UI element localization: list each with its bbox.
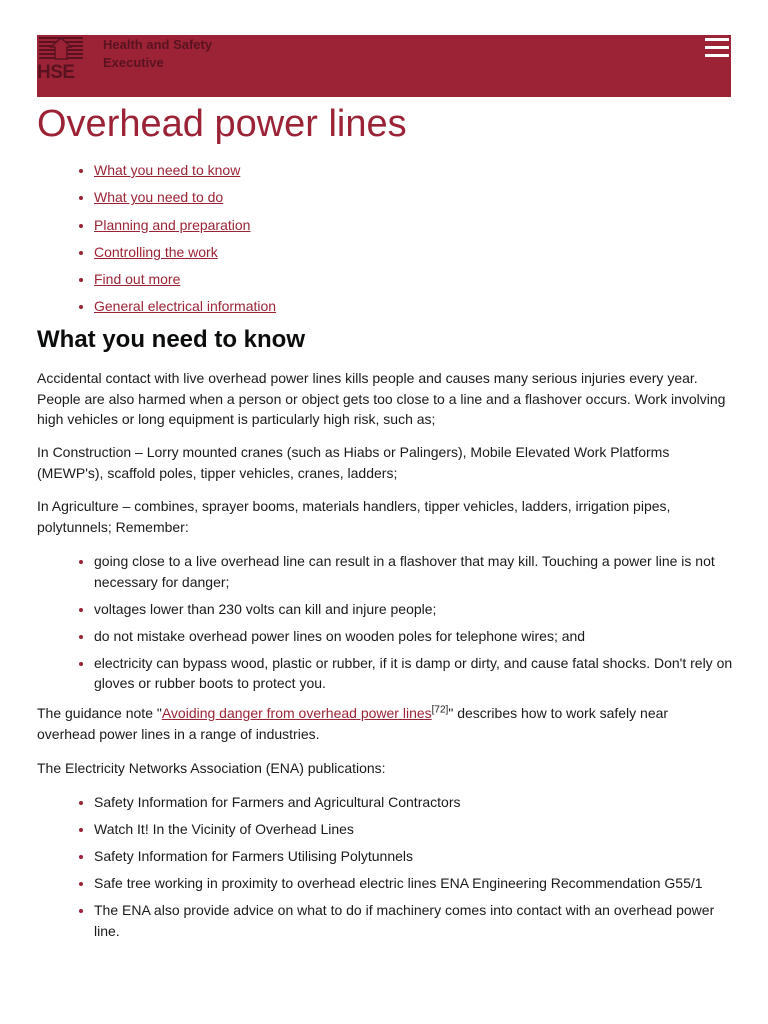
toc-link-what-you-need-to-know[interactable]: What you need to know — [94, 162, 241, 178]
toc-item — [94, 296, 276, 323]
list-item: The ENA also provide advice on what to do if machinery comes into contact with an overhead power line. — [94, 900, 734, 941]
toc-link-planning-and-preparation[interactable]: Planning and preparation — [94, 216, 251, 233]
list-item: Safe tree working in proximity to overhead electric lines ENA Engineering Recommendation G55/1 — [94, 873, 734, 894]
section-heading: What you need to know — [37, 326, 305, 353]
guidance-text-after: " describes how to work safely near overhead power lines in a range of industries. — [37, 705, 669, 742]
ena-publications-list — [37, 792, 734, 948]
toc-item — [94, 215, 276, 242]
toc-item — [94, 269, 276, 296]
list-item: Safety Information for Farmers and Agricultural Contractors — [94, 792, 734, 813]
construction-paragraph: In Construction – Lorry mounted cranes (such as Hiabs or Palingers), Mobile Elevated Work Platforms (MEWP's), scaffold poles, tipper vehicles, cranes, ladders; — [37, 444, 670, 481]
guidance-paragraph — [37, 703, 727, 744]
hamburger-menu-icon[interactable] — [705, 38, 729, 58]
table-of-contents — [37, 160, 276, 324]
guidance-text-before: The guidance note " — [37, 705, 162, 721]
list-item: Watch It! In the Vicinity of Overhead Lines — [94, 819, 734, 840]
toc-item — [94, 242, 276, 269]
reference-number: [72] — [431, 704, 449, 716]
toc-link-controlling-the-work[interactable]: Controlling the work — [94, 243, 218, 260]
remember-list — [37, 551, 734, 701]
list-item: Safety Information for Farmers Utilising Polytunnels — [94, 846, 734, 867]
logo-text: HSE — [37, 62, 75, 83]
ena-paragraph: The Electricity Networks Association (ENA) publications: — [37, 760, 386, 776]
org-name: Health and Safety Executive — [103, 37, 213, 70]
list-item: electricity can bypass wood, plastic or rubber, if it is damp or dirty, and cause fatal shocks. Don't rely on gloves or rubber boots to protect you. — [94, 653, 734, 694]
toc-item — [94, 187, 276, 214]
toc-link-general-electrical-information[interactable]: General electrical information — [94, 298, 277, 315]
intro-paragraph: Accidental contact with live overhead power lines kills people and causes many serious injuries every year. People are also harmed when a person or object gets too close to a line and a flashover occurs. Work involving high vehicles or long equipment is particularly high risk, such as; — [37, 370, 726, 428]
list-item: voltages lower than 230 volts can kill and injure people; — [94, 599, 734, 620]
toc-link-find-out-more[interactable]: Find out more — [94, 271, 181, 288]
list-item: do not mistake overhead power lines on wooden poles for telephone wires; and — [94, 626, 734, 647]
toc-item — [94, 160, 276, 187]
agriculture-paragraph: In Agriculture – combines, sprayer booms, materials handlers, tipper vehicles, ladders, irrigation pipes, polytunnels; Remember: — [37, 498, 671, 535]
hse-logo[interactable] — [37, 35, 85, 81]
list-item: going close to a live overhead line can result in a flashover that may kill. Touching a power line is not necessary for danger; — [94, 551, 734, 592]
page-title: Overhead power lines — [37, 103, 407, 145]
site-header — [37, 35, 731, 97]
toc-link-what-you-need-to-do[interactable]: What you need to do — [94, 189, 224, 206]
guidance-note-link[interactable]: Avoiding danger from overhead power lines — [161, 705, 432, 721]
